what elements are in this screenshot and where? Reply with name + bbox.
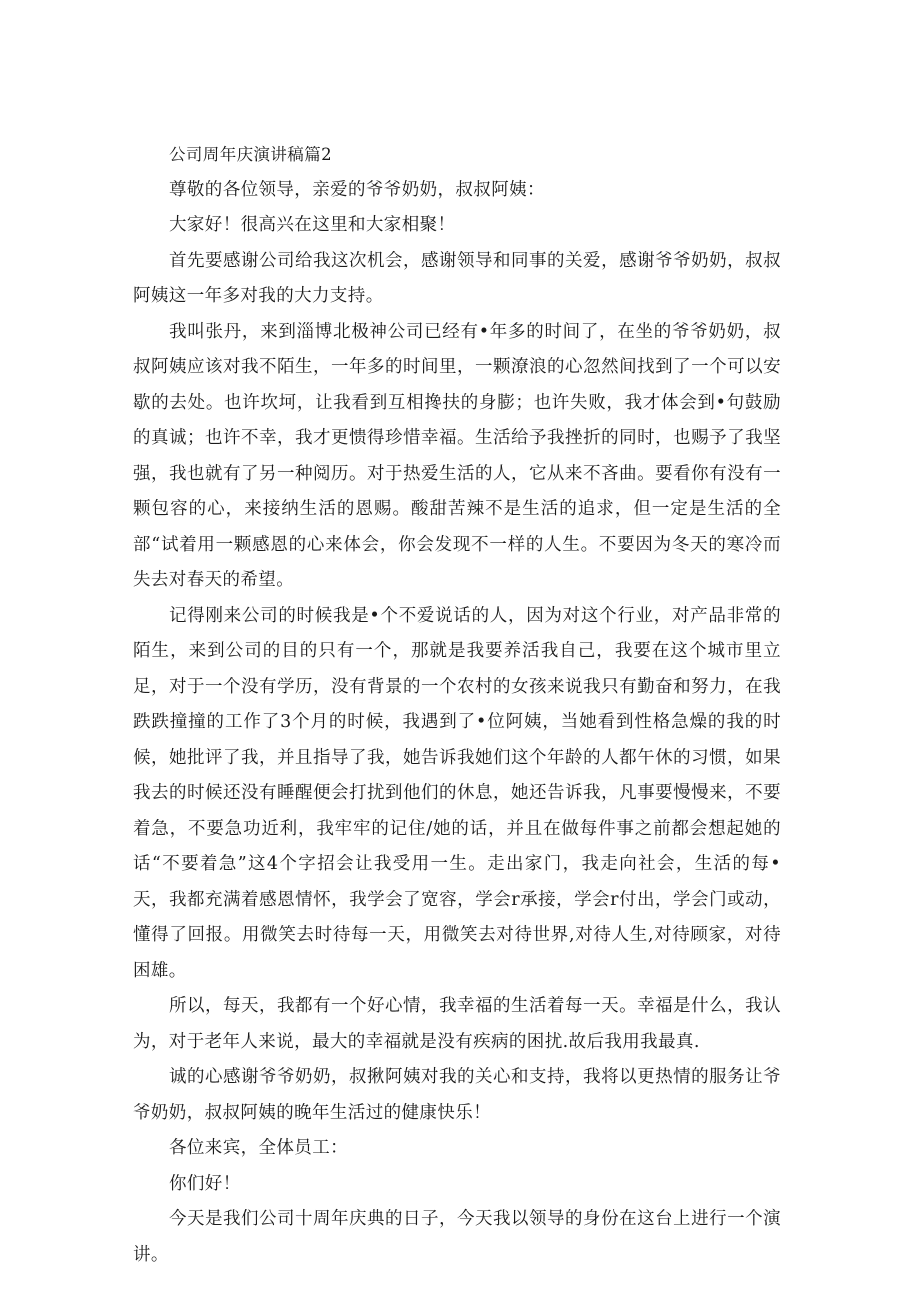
paragraph-second-greeting: 你们好！ (169, 1173, 241, 1194)
document-body (133, 137, 781, 1273)
paragraph-introduction: 我叫张丹，来到淄博北极神公司已经有•年多的时间了，在坐的爷爷奶奶，叔叔阿姨应该对我不陌生，一年多的时间里，一颗潦浪的心忽然间找到了一个可以安歇的去处。也许坎坷，让我看到互相搀扶的身膨；也许失败，我才体会到•句鼓励的真诚；也许不幸，我才更愦得珍惜幸福。生活给予我挫折的同时，也赐予了我坚强，我也就有了另一种阅历。对于热爱生活的人，它从来不吝曲。要看你有没有一颗包容的心，来接纳生活的恩赐。酸甜苦辣不是生活的追求，但一定是生活的全部“试着用一颗感恩的心来体会，你会发现不一样的人生。不要因为冬天的寒冷而失去对春天的希望。 (133, 321, 781, 590)
document-title: 公司周年庆演讲稿篇2 (169, 145, 332, 164)
paragraph-second-salutation: 各位来宾，全体员工： (169, 1138, 348, 1158)
paragraph-gratitude: 诚的心感谢爷爷奶奶，叔揪阿姨对我的关心和支持，我将以更热情的服务让爷爷奶奶，叔叔阿姨的晚年生活过的健康快乐！ (133, 1067, 781, 1123)
paragraph-happiness: 所以，每天，我都有一个好心情，我幸福的生活着每一天。幸福是什么，我认为，对于老年人来说，最大的幸福就是没有疾病的困扰.故后我用我最真. (133, 996, 781, 1052)
paragraph-thanks: 首先要感谢公司给我这次机会，感谢领导和同事的关爱，感谢爷爷奶奶，叔叔阿姨这一年多对我的大力支持。 (133, 250, 781, 306)
paragraph-greeting: 大家好！很高兴在这里和大家相聚！ (169, 215, 456, 235)
paragraph-salutation: 尊敬的各位领导，亲爱的爷爷奶奶，叔叔阿姨： (169, 179, 545, 200)
paragraph-memories: 记得刚来公司的时候我是•个不爱说话的人，因为对这个行业，对产品非常的陌生，来到公司的目的只有一个，那就是我要养活我自己，我要在这个城市里立足，对于一个没有学历，没有背景的一个农村的女孩来说我只有勤奋和努力，在我跌跌撞撞的工作了3个月的时候，我遇到了•位阿姨，当她看到性格急燥的我的时候，她批评了我，并且指导了我，她告诉我她们这个年龄的人都午休的习惯，如果我去的时候还没有睡醒便会打扰到他们的休息，她还告诉我，凡事要慢慢来，不要着急，不要急功近利，我牢牢的记住/她的话，并且在做每件事之前都会想起她的话“不要着急”这4个字招会让我受用一生。走出家门，我走向社会，生活的每•天，我都充满着感恩情怀，我学会了宽容，学会r承接，学会r付出，学会门或动，懂得了回报。用微笑去时待每一天，用微笑去对待世界,对待人生,对待顾家，对待困雄。 (133, 605, 781, 981)
paragraph-anniversary: 今天是我们公司十周年庆典的日子，今天我以领导的身份在这台上进行一个演讲。 (133, 1209, 781, 1265)
